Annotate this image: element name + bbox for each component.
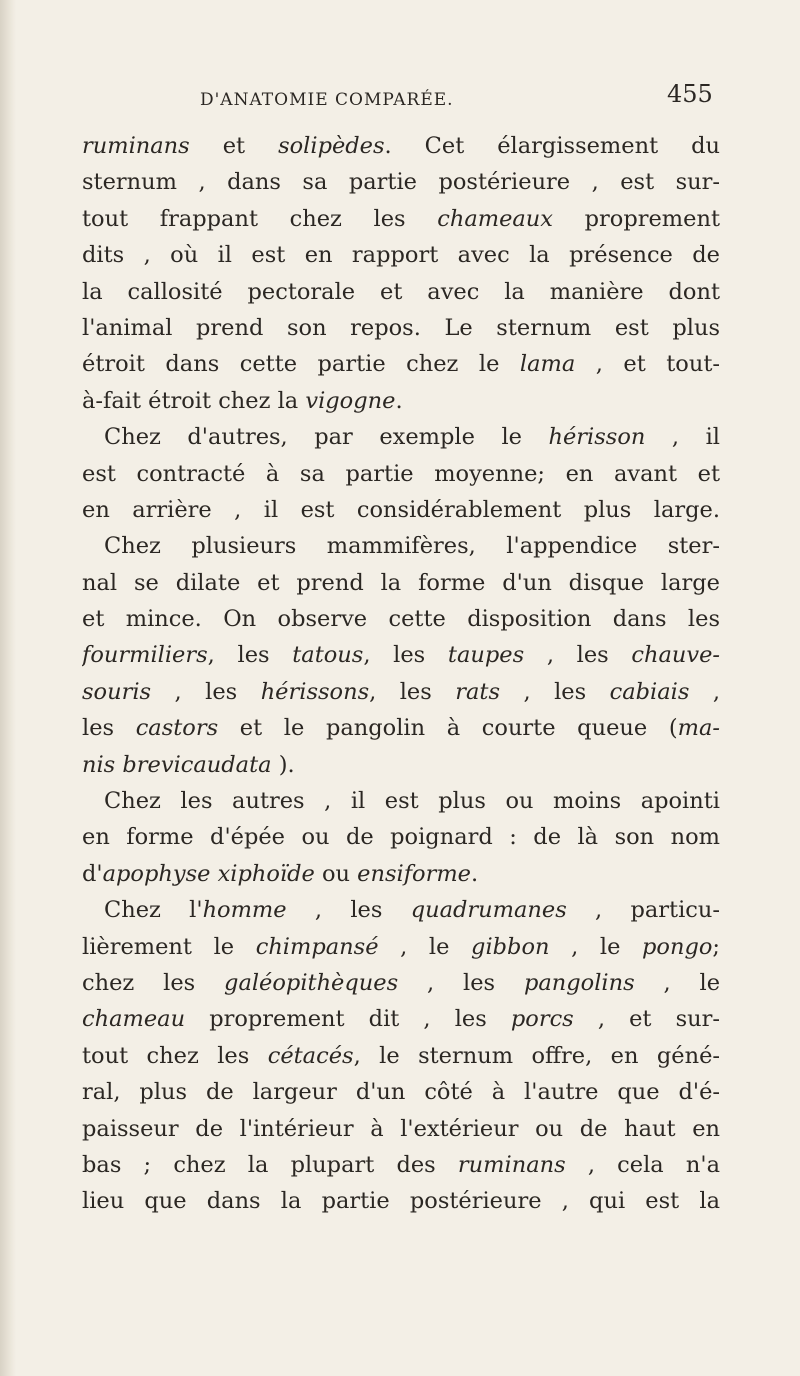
italic-term: taupes bbox=[447, 642, 525, 669]
text-segment: , cela n'a bbox=[565, 1151, 720, 1178]
text-segment: l'animal prend son repos. Le sternum est plus bbox=[82, 314, 720, 341]
text-segment: , les bbox=[398, 969, 524, 996]
italic-term: ensiforme bbox=[357, 860, 472, 887]
text-line bbox=[82, 201, 720, 237]
text-segment: ral, plus de largeur d'un côté à l'autre que d'é- bbox=[82, 1079, 720, 1106]
text-segment: , le sternum offre, en géné- bbox=[353, 1042, 720, 1069]
italic-term: ruminans bbox=[457, 1151, 566, 1178]
italic-term: ma- bbox=[677, 715, 720, 742]
text-segment: , les bbox=[286, 897, 411, 924]
text-segment: proprement bbox=[553, 205, 720, 232]
text-segment: , particu- bbox=[566, 897, 720, 924]
text-segment: est contracté à sa partie moyenne; en avant et bbox=[82, 460, 720, 487]
text-line bbox=[82, 383, 720, 419]
body-text bbox=[82, 128, 720, 1220]
text-line bbox=[82, 1001, 720, 1037]
text-segment: à-fait étroit chez la bbox=[82, 387, 306, 414]
text-line bbox=[82, 456, 720, 492]
text-segment: tout chez les bbox=[82, 1042, 268, 1069]
text-line bbox=[82, 601, 720, 637]
text-segment: la callosité pectorale et avec la manière dont bbox=[82, 278, 720, 305]
italic-term: souris bbox=[82, 678, 152, 705]
text-line bbox=[82, 1074, 720, 1110]
italic-term: pangolins bbox=[523, 969, 635, 996]
text-line bbox=[82, 674, 720, 710]
text-segment: dits , où il est en rapport avec la présence de bbox=[82, 242, 720, 269]
text-line bbox=[82, 164, 720, 200]
text-segment: ou bbox=[314, 860, 358, 887]
text-line bbox=[82, 929, 720, 965]
text-segment: Chez plusieurs mammifères, l'appendice ster- bbox=[104, 533, 720, 560]
text-segment: et bbox=[189, 133, 279, 159]
text-segment: en forme d'épée ou de poignard : de là son nom bbox=[82, 824, 720, 851]
text-line bbox=[82, 965, 720, 1001]
text-segment: sternum , dans sa partie postérieure , est sur- bbox=[82, 169, 720, 196]
text-segment: nal se dilate et prend la forme d'un disque large bbox=[82, 569, 720, 596]
text-line bbox=[82, 346, 720, 382]
italic-term: rats bbox=[455, 678, 501, 705]
text-segment: bas ; chez la plupart des bbox=[82, 1151, 458, 1178]
italic-term: pongo bbox=[642, 933, 713, 960]
text-segment: étroit dans cette partie chez le bbox=[82, 351, 520, 378]
text-segment: les bbox=[82, 715, 136, 742]
text-segment: , et sur- bbox=[573, 1006, 720, 1033]
italic-term: chauve- bbox=[631, 642, 720, 669]
text-line bbox=[82, 710, 720, 746]
text-segment: , il bbox=[645, 424, 720, 451]
text-segment: paisseur de l'intérieur à l'extérieur ou de haut en bbox=[82, 1115, 720, 1142]
text-line bbox=[82, 1147, 720, 1183]
text-segment: Chez l' bbox=[104, 897, 203, 924]
text-segment: , bbox=[689, 678, 720, 705]
page-number: 455 bbox=[667, 80, 713, 108]
text-segment: chez les bbox=[82, 969, 225, 996]
text-line bbox=[82, 1038, 720, 1074]
text-line bbox=[82, 274, 720, 310]
italic-term: nis brevicaudata bbox=[82, 751, 272, 778]
text-line bbox=[82, 747, 720, 783]
text-segment: , le bbox=[634, 969, 720, 996]
text-segment: tout frappant chez les bbox=[82, 205, 438, 232]
text-segment: ; bbox=[712, 933, 720, 960]
running-title: D'ANATOMIE COMPARÉE. bbox=[200, 90, 454, 110]
text-segment: , le bbox=[549, 933, 643, 960]
text-segment: , les bbox=[363, 642, 448, 669]
italic-term: hérisson bbox=[548, 424, 646, 451]
italic-term: chameau bbox=[82, 1006, 186, 1033]
italic-term: lama bbox=[519, 351, 576, 378]
italic-term: apophyse xiphoïde bbox=[102, 860, 315, 887]
italic-term: castors bbox=[135, 715, 219, 742]
italic-term: cétacés bbox=[267, 1042, 354, 1069]
italic-term: solipèdes bbox=[278, 133, 385, 159]
text-line bbox=[82, 892, 720, 928]
text-line bbox=[82, 310, 720, 346]
italic-term: galéopithèques bbox=[224, 969, 399, 996]
text-segment: . bbox=[395, 387, 403, 414]
text-line bbox=[82, 856, 720, 892]
text-line bbox=[82, 492, 720, 528]
text-line bbox=[82, 419, 720, 455]
text-segment: , les bbox=[151, 678, 261, 705]
text-segment: , le bbox=[378, 933, 472, 960]
italic-term: quadrumanes bbox=[410, 897, 567, 924]
text-segment: lieu que dans la partie postérieure , qui est la bbox=[82, 1188, 720, 1215]
italic-term: chameaux bbox=[437, 205, 553, 232]
text-segment: lièrement le bbox=[82, 933, 256, 960]
italic-term: ruminans bbox=[82, 133, 190, 159]
text-segment: ). bbox=[271, 751, 295, 778]
text-segment: . Cet élargissement du bbox=[384, 133, 720, 159]
text-line bbox=[82, 783, 720, 819]
italic-term: vigogne bbox=[305, 387, 396, 414]
italic-term: chimpansé bbox=[255, 933, 379, 960]
text-segment: et le pangolin à courte queue ( bbox=[218, 715, 678, 742]
text-line bbox=[82, 528, 720, 564]
text-line bbox=[82, 637, 720, 673]
text-segment: . bbox=[471, 860, 479, 887]
text-segment: , les bbox=[369, 678, 456, 705]
italic-term: homme bbox=[202, 897, 287, 924]
page-edge-shadow bbox=[0, 0, 16, 1376]
italic-term: porcs bbox=[510, 1006, 574, 1033]
italic-term: hérissons bbox=[260, 678, 370, 705]
text-segment: Chez les autres , il est plus ou moins apointi bbox=[104, 788, 720, 815]
text-segment: , les bbox=[524, 642, 632, 669]
page-header bbox=[80, 80, 720, 120]
italic-term: gibbon bbox=[471, 933, 550, 960]
text-segment: , et tout- bbox=[575, 351, 720, 378]
text-line bbox=[82, 819, 720, 855]
italic-term: cabiais bbox=[609, 678, 690, 705]
text-segment: et mince. On observe cette disposition dans les bbox=[82, 606, 720, 633]
text-segment: , les bbox=[207, 642, 293, 669]
text-line bbox=[82, 1111, 720, 1147]
text-line bbox=[82, 565, 720, 601]
italic-term: fourmiliers bbox=[82, 642, 208, 669]
text-segment: d' bbox=[82, 860, 103, 887]
text-line bbox=[82, 237, 720, 273]
text-segment: proprement dit , les bbox=[185, 1006, 511, 1033]
text-segment: Chez d'autres, par exemple le bbox=[104, 424, 549, 451]
text-line bbox=[82, 1183, 720, 1219]
text-line bbox=[82, 128, 720, 164]
text-segment: , les bbox=[500, 678, 610, 705]
text-segment: en arrière , il est considérablement plus large. bbox=[82, 496, 720, 523]
italic-term: tatous bbox=[292, 642, 364, 669]
